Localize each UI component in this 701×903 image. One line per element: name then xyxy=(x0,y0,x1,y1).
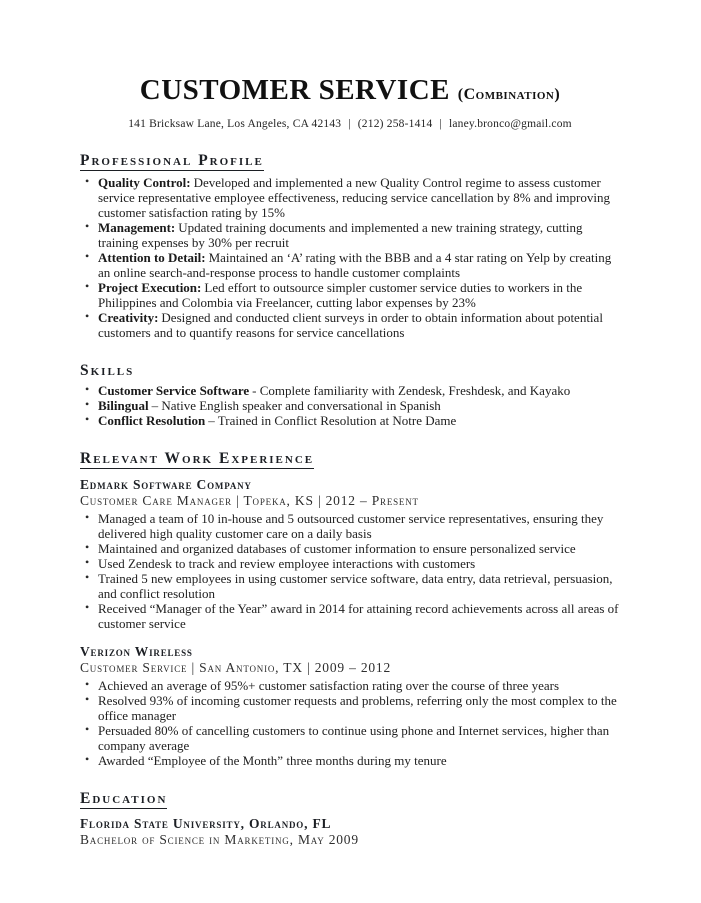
skills-list xyxy=(80,383,620,428)
resume-header xyxy=(80,74,620,130)
list-item xyxy=(80,310,620,340)
school-name: Florida State University, Orlando, FL xyxy=(80,816,332,831)
list-item xyxy=(80,601,620,631)
list-item xyxy=(80,250,620,280)
list-item xyxy=(80,511,620,541)
list-item xyxy=(80,220,620,250)
bullet-text: Used Zendesk to track and review employee interactions with customers xyxy=(98,556,476,571)
contact-separator: | xyxy=(439,118,442,130)
bullet-text: Designed and conducted client surveys in order to obtain information about potential customers and to quantify reasons for service cancellations xyxy=(98,310,603,340)
job-entry-verizon xyxy=(80,644,620,768)
contact-email: laney.bronco@gmail.com xyxy=(448,118,572,130)
list-item xyxy=(80,571,620,601)
bullet-text: Maintained an ‘A’ rating with the BBB and a 4 star rating on Yelp by creating an online search-and-response process to handle customer complaints xyxy=(98,250,612,280)
company-name: Edmark Software Company xyxy=(80,477,252,492)
contact-line xyxy=(80,118,620,130)
list-item xyxy=(80,280,620,310)
section-work-experience xyxy=(80,450,620,768)
list-item xyxy=(80,678,620,693)
degree-line: Bachelor of Science in Marketing, May 2009 xyxy=(80,832,359,847)
bullet-text: – Trained in Conflict Resolution at Notre Dame xyxy=(208,413,457,428)
title-qualifier: (Combination) xyxy=(457,86,561,103)
bullet-lead: Attention to Detail: xyxy=(98,250,206,265)
list-item xyxy=(80,413,620,428)
bullet-lead: Customer Service Software xyxy=(98,383,250,398)
bullet-text: Trained 5 new employees in using customer service software, data entry, data retrieval, persuasion, and conflict resolution xyxy=(98,571,613,601)
job-entry-edmark xyxy=(80,477,620,631)
bullet-text: Managed a team of 10 in-house and 5 outsourced customer service representatives, ensuring they delivered high quality customer care on a daily basis xyxy=(98,511,604,541)
section-skills xyxy=(80,362,620,428)
job-duties-list xyxy=(80,678,620,768)
list-item xyxy=(80,398,620,413)
bullet-lead: Bilingual xyxy=(98,398,149,413)
bullet-text: Developed and implemented a new Quality Control regime to assess customer service representative employee effectiveness, reducing service cancellation by 8% and improving customer satisfaction rating by 15% xyxy=(98,175,610,220)
list-item xyxy=(80,383,620,398)
resume-title xyxy=(80,74,620,111)
list-item xyxy=(80,541,620,556)
list-item xyxy=(80,723,620,753)
professional-profile-heading: Professional Profile xyxy=(80,152,264,169)
bullet-lead: Conflict Resolution xyxy=(98,413,206,428)
list-item xyxy=(80,693,620,723)
bullet-text: Awarded “Employee of the Month” three months during my tenure xyxy=(98,753,447,768)
section-professional-profile xyxy=(80,152,620,340)
bullet-lead: Creativity: xyxy=(98,310,159,325)
bullet-text: Maintained and organized databases of customer information to ensure personalized service xyxy=(98,541,576,556)
list-item xyxy=(80,556,620,571)
bullet-text: Received “Manager of the Year” award in 2014 for attaining record achievements across all areas of customer service xyxy=(98,601,619,631)
education-heading: Education xyxy=(80,790,168,807)
list-item xyxy=(80,175,620,220)
bullet-text: Achieved an average of 95%+ customer satisfaction rating over the course of three years xyxy=(98,678,560,693)
skills-heading: Skills xyxy=(80,362,135,379)
contact-address: 141 Bricksaw Lane, Los Angeles, CA 42143 xyxy=(128,118,342,130)
section-education xyxy=(80,790,620,848)
company-name: Verizon Wireless xyxy=(80,644,193,659)
list-item xyxy=(80,753,620,768)
bullet-lead: Project Execution: xyxy=(98,280,202,295)
title-main: CUSTOMER SERVICE xyxy=(139,74,450,106)
bullet-text: Persuaded 80% of cancelling customers to continue using phone and Internet services, higher than company average xyxy=(98,723,610,753)
job-title-location-dates: Customer Care Manager | Topeka, KS | 2012 – Present xyxy=(80,493,419,508)
bullet-text: Resolved 93% of incoming customer requests and problems, referring only the most complex to the office manager xyxy=(98,693,617,723)
education-entry xyxy=(80,816,620,848)
bullet-text: Led effort to outsource simpler customer service duties to workers in the Philippines and Colombia via Freelancer, cutting labor expenses by 23% xyxy=(98,280,583,310)
contact-separator: | xyxy=(348,118,351,130)
bullet-text: Updated training documents and implemented a new training strategy, cutting training expenses by 30% per recruit xyxy=(98,220,583,250)
contact-phone: (212) 258-1414 xyxy=(357,118,433,130)
work-experience-heading: Relevant Work Experience xyxy=(80,450,315,467)
job-duties-list xyxy=(80,511,620,631)
job-title-location-dates: Customer Service | San Antonio, TX | 2009 – 2012 xyxy=(80,660,392,675)
bullet-lead: Quality Control: xyxy=(98,175,191,190)
bullet-text: - Complete familiarity with Zendesk, Freshdesk, and Kayako xyxy=(252,383,571,398)
professional-profile-list xyxy=(80,175,620,340)
bullet-lead: Management: xyxy=(98,220,176,235)
bullet-text: – Native English speaker and conversational in Spanish xyxy=(151,398,441,413)
